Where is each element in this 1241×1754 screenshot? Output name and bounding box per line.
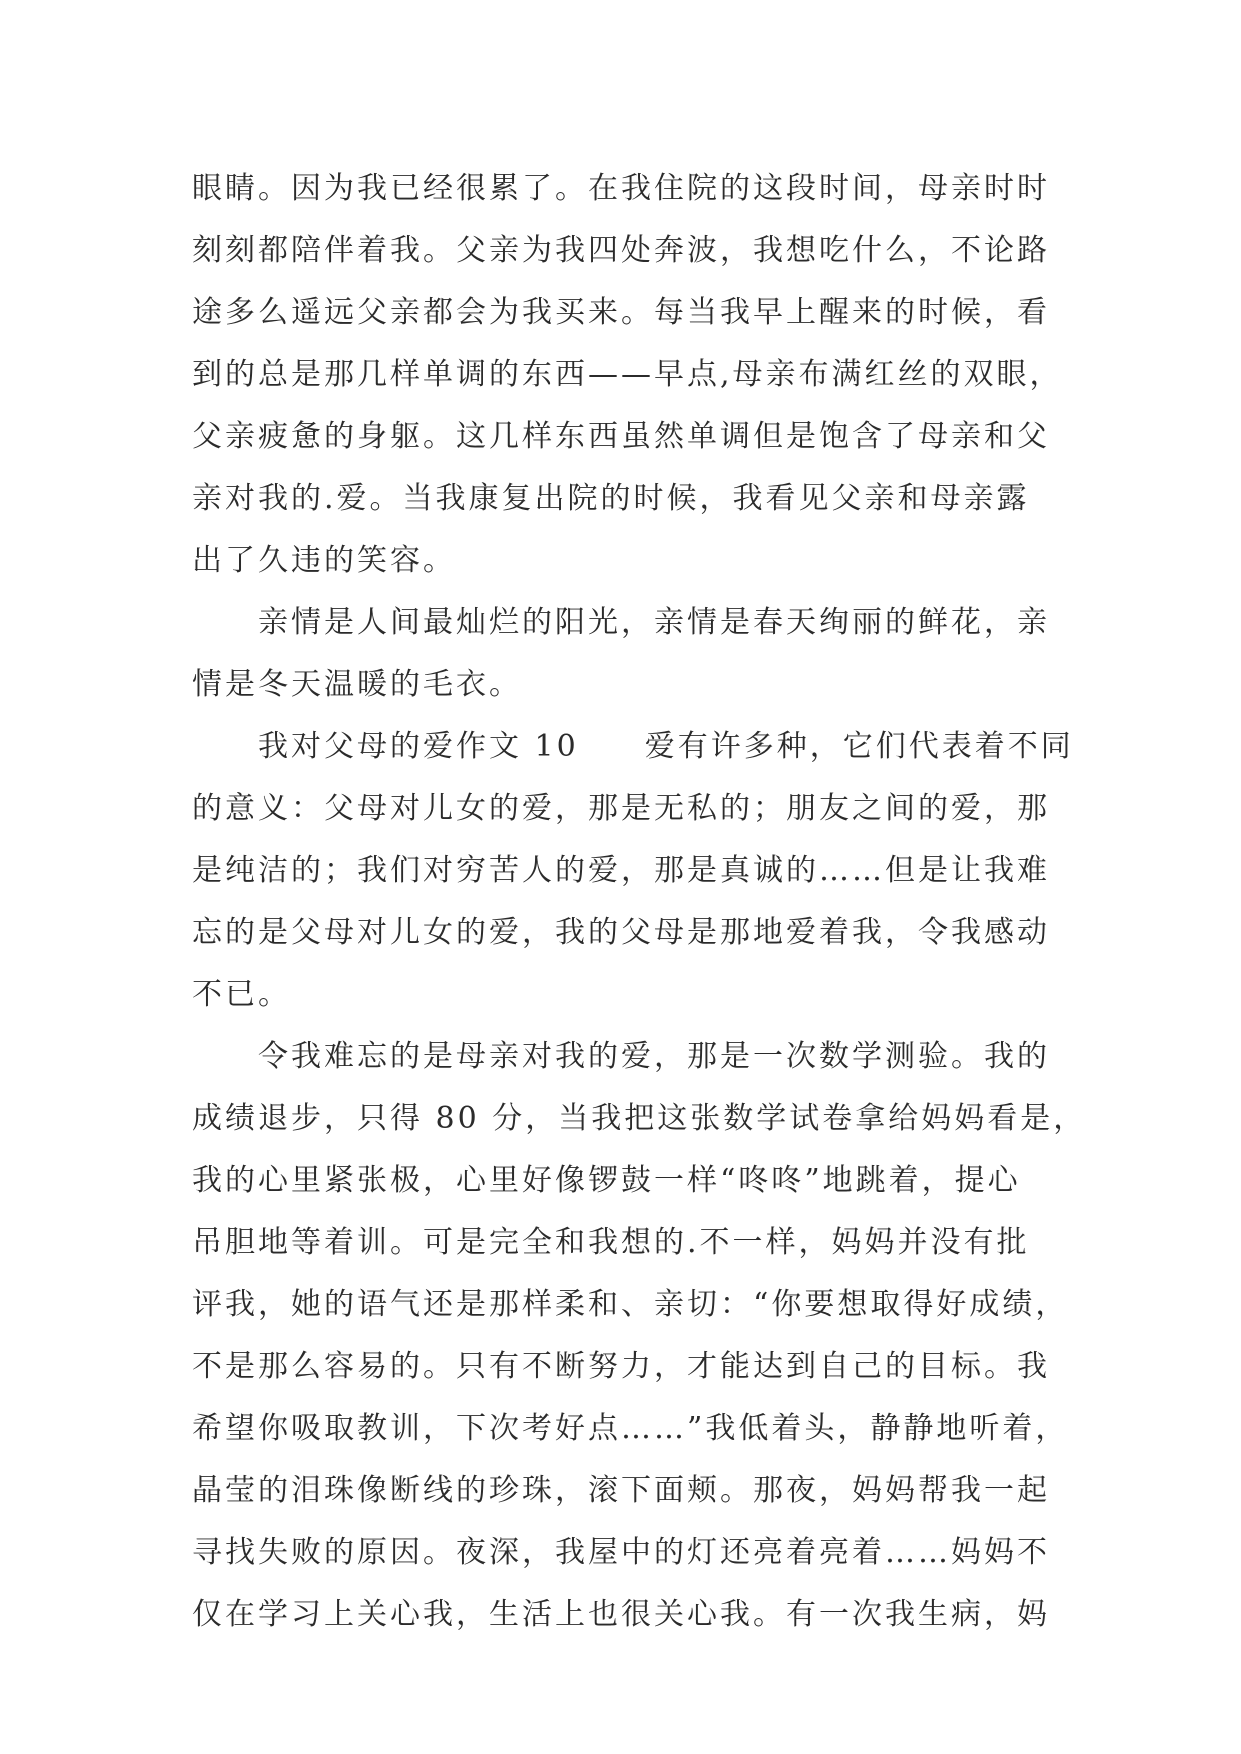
text-line: 评我，她的语气还是那样柔和、亲切：“你要想取得好成绩， [192,1287,1069,1322]
text-line: 仅在学习上关心我，生活上也很关心我。有一次我生病，妈 [192,1597,1050,1632]
text-line: 情是冬天温暖的毛衣。 [192,667,522,702]
text-line: 出了久违的笑容。 [192,543,456,578]
text-line: 的意义：父母对儿女的爱，那是无私的；朋友之间的爱，那 [192,791,1050,826]
text-line: 晶莹的泪珠像断线的珍珠，滚下面颊。那夜，妈妈帮我一起 [192,1473,1050,1508]
text-line: 吊胆地等着训。可是完全和我想的.不一样，妈妈并没有批 [192,1225,1030,1260]
text-line: 刻刻都陪伴着我。父亲为我四处奔波，我想吃什么，不论路 [192,233,1050,268]
text-line: 眼睛。因为我已经很累了。在我住院的这段时间，母亲时时 [192,171,1050,206]
text-line: 令我难忘的是母亲对我的爱，那是一次数学测验。我的 [192,1039,1050,1074]
text-line: 是纯洁的；我们对穷苦人的爱，那是真诚的……但是让我难 [192,853,1050,888]
text-line: 途多么遥远父亲都会为我买来。每当我早上醒来的时候，看 [192,295,1050,330]
text-line: 忘的是父母对儿女的爱，我的父母是那地爱着我，令我感动 [192,915,1050,950]
text-line: 亲对我的.爱。当我康复出院的时候，我看见父亲和母亲露 [192,481,1030,516]
text-line: 我对父母的爱作文 10 爱有许多种，它们代表着不同 [192,729,1074,764]
text-line: 亲情是人间最灿烂的阳光，亲情是春天绚丽的鲜花，亲 [192,605,1050,640]
text-line: 到的总是那几样单调的东西——早点,母亲布满红丝的双眼， [192,357,1063,392]
text-line: 成绩退步，只得 80 分，当我把这张数学试卷拿给妈妈看是， [192,1101,1087,1136]
text-line: 不是那么容易的。只有不断努力，才能达到自己的目标。我 [192,1349,1050,1384]
text-line: 我的心里紧张极，心里好像锣鼓一样“咚咚”地跳着，提心 [192,1163,1021,1198]
text-line: 父亲疲惫的身躯。这几样东西虽然单调但是饱含了母亲和父 [192,419,1050,454]
text-line: 不已。 [192,977,291,1012]
text-line: 寻找失败的原因。夜深，我屋中的灯还亮着亮着……妈妈不 [192,1535,1050,1570]
essay-text [192,158,1087,1646]
text-line: 希望你吸取教训，下次考好点……”我低着头，静静地听着， [192,1411,1069,1446]
